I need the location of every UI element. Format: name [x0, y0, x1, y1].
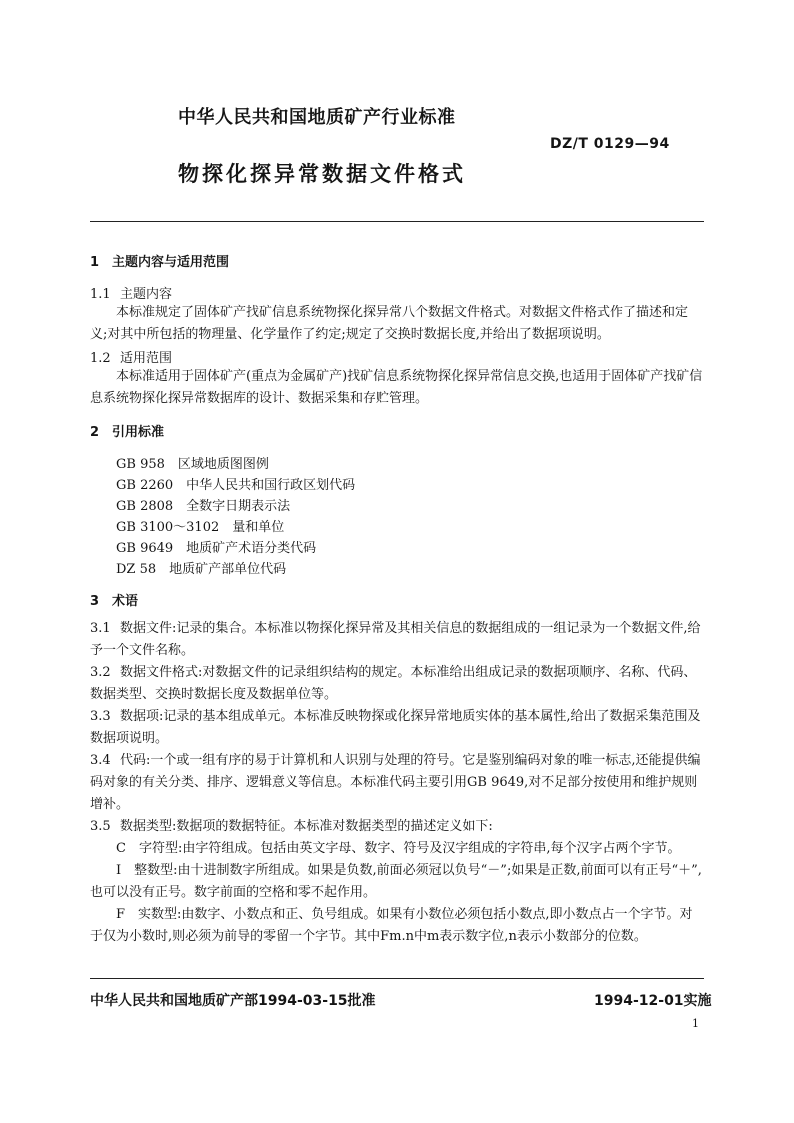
- term-number: 3.1: [90, 621, 111, 636]
- reference-name: 地质矿产术语分类代码: [186, 541, 317, 556]
- term-3-1: [90, 618, 704, 662]
- section-number: 3: [90, 594, 100, 609]
- reference-item: [116, 537, 316, 556]
- document-title: 物探化探异常数据文件格式: [178, 162, 466, 186]
- reference-name: 区域地质图图例: [177, 457, 269, 472]
- header-divider: [90, 221, 704, 222]
- term-text: 代码:一个或一组有序的易于计算机和人识别与处理的符号。它是鉴别编码对象的唯一标志,还能提供编码对象的有关分类、排序、逻辑意义等信息。本标准代码主要引用GB 9649,对不足部分按使用和维护规则增补。: [90, 753, 701, 812]
- reference-item: [116, 516, 284, 535]
- data-type-integer: I 整数型:由十进制数字所组成。如果是负数,前面必须冠以负号“－”;如果是正数,前面可以有正号“＋”,也可以没有正号。数字前面的空格和零不起作用。: [90, 863, 702, 900]
- data-type-float: F 实数型:由数字、小数点和正、负号组成。如果有小数位必须包括小数点,即小数点占一个字节。对于仅为小数时,则必须为前导的零留一个字节。其中Fm.n中m表示数字位,n表示小数部分的位数。: [90, 907, 693, 944]
- section-number: 1: [90, 255, 100, 270]
- section-3-heading: [90, 590, 138, 609]
- reference-code: GB 9649: [116, 541, 174, 556]
- reference-item: [116, 558, 286, 577]
- standard-code: DZ/T 0129—94: [550, 136, 670, 152]
- term-number: 3.3: [90, 709, 111, 724]
- reference-item: [116, 495, 290, 514]
- term-number: 3.2: [90, 665, 111, 680]
- approval-statement: 中华人民共和国地质矿产部1994-03-15批准: [90, 993, 376, 1009]
- subsection-number: 1.1: [90, 287, 111, 302]
- section-2-heading: [90, 421, 164, 440]
- subsection-title: 主题内容: [120, 287, 173, 302]
- term-3-2: [90, 662, 704, 706]
- reference-name: 地质矿产部单位代码: [169, 562, 287, 577]
- reference-code: GB 3100～3102: [116, 520, 220, 535]
- reference-code: GB 2808: [116, 499, 174, 514]
- term-text: 数据类型:数据项的数据特征。本标准对数据类型的描述定义如下:: [120, 819, 493, 834]
- reference-item: [116, 453, 269, 472]
- term-text: 数据项:记录的基本组成单元。本标准反映物探或化探异常地质实体的基本属性,给出了数据采集范围及数据项说明。: [90, 709, 701, 746]
- term-3-4: [90, 750, 704, 816]
- paragraph-1-2: 本标准适用于固体矿产(重点为金属矿产)找矿信息系统物探化探异常信息交换,也适用于固体矿产找矿信息系统物探化探异常数据库的设计、数据采集和存贮管理。: [90, 369, 703, 406]
- reference-name: 中华人民共和国行政区划代码: [186, 478, 356, 493]
- section-number: 2: [90, 425, 100, 440]
- section-title: 术语: [112, 594, 139, 609]
- section-title: 引用标准: [112, 425, 165, 440]
- reference-code: DZ 58: [116, 562, 157, 577]
- subsection-1-2-heading: [90, 347, 172, 366]
- subsection-number: 1.2: [90, 351, 111, 366]
- section-title: 主题内容与适用范围: [112, 255, 230, 270]
- term-3-3: [90, 706, 704, 750]
- issuing-organization: 中华人民共和国地质矿产行业标准: [178, 107, 456, 128]
- reference-name: 全数字日期表示法: [186, 499, 291, 514]
- section-1-heading: [90, 251, 229, 270]
- subsection-1-1-heading: [90, 283, 172, 302]
- term-number: 3.5: [90, 819, 111, 834]
- subsection-title: 适用范围: [120, 351, 173, 366]
- footer-divider: [90, 978, 704, 979]
- term-text: 数据文件格式:对数据文件的记录组织结构的规定。本标准给出组成记录的数据项顺序、名称、代码、数据类型、交换时数据长度及数据单位等。: [90, 665, 697, 702]
- reference-code: GB 958: [116, 457, 165, 472]
- reference-item: [116, 474, 355, 493]
- reference-code: GB 2260: [116, 478, 174, 493]
- implementation-date: 1994-12-01实施: [594, 993, 712, 1009]
- data-type-char: C 字符型:由字符组成。包括由英文字母、数字、符号及汉字组成的字符串,每个汉字占两个字节。: [116, 841, 681, 856]
- term-3-5: [90, 816, 704, 838]
- term-number: 3.4: [90, 753, 111, 768]
- term-text: 数据文件:记录的集合。本标准以物探化探异常及其相关信息的数据组成的一组记录为一个数据文件,给予一个文件名称。: [90, 621, 701, 658]
- page-number: 1: [692, 1017, 699, 1030]
- paragraph-1-1: 本标准规定了固体矿产找矿信息系统物探化探异常八个数据文件格式。对数据文件格式作了描述和定义;对其中所包括的物理量、化学量作了约定;规定了交换时数据长度,并给出了数据项说明。: [90, 305, 689, 342]
- reference-name: 量和单位: [232, 520, 285, 535]
